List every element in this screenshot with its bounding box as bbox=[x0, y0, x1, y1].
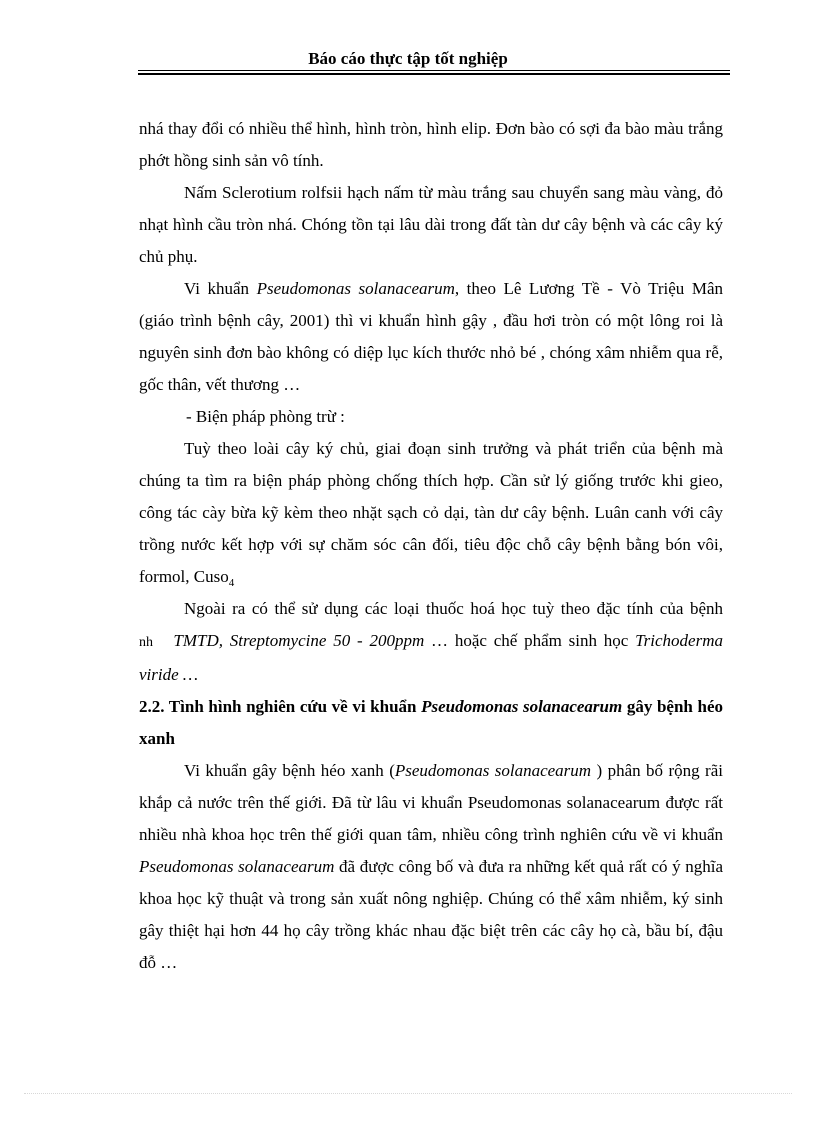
control-measures-heading: - Biện pháp phòng trừ : bbox=[186, 407, 345, 426]
heading-text: gây bệnh héo xanh bbox=[139, 697, 723, 748]
text-run: Tuỳ theo loài cây ký chủ, giai đoạn sinh trưởng và phát triển của bệnh mà chúng ta tìm ra biện pháp phòng chống thích hợp. Cần sử lý giống trước khi gieo, công tác cày bừa kỹ kèm theo nhặt sạch cỏ dại, tàn dư cây bệnh. Luân canh với cây trồng nước kết hợp với sự chăm sóc cân đối, tiêu độc chỗ cây bệnh bằng bón vôi, formol, Cuso bbox=[139, 439, 723, 586]
text-run: … hoặc chế phẩm sinh học bbox=[424, 631, 636, 650]
section-heading-2-2 bbox=[139, 691, 723, 755]
text-run: , theo Lê Lương Tề - Vò Triệu Mân (giáo trình bệnh cây, 2001) thì vi khuẩn hình gậy , đầu hơi tròn có một lông roi là nguyên sinh đơn bào không có diệp lục kích thước nhỏ bé , chóng xâm nhiễm qua rễ, gốc thân, vết thương … bbox=[139, 279, 723, 394]
biological-agent: Trichoderma viride … bbox=[139, 631, 723, 684]
heading-species: Pseudomonas solanacearum bbox=[421, 697, 623, 716]
header-rule-top bbox=[138, 70, 730, 71]
page-body bbox=[139, 113, 723, 979]
paragraph-research bbox=[139, 755, 723, 979]
text-run: Vi khuẩn bbox=[184, 279, 257, 298]
paragraph-chemicals bbox=[139, 593, 723, 691]
species-name: Pseudomonas solanacearum bbox=[256, 279, 455, 298]
header-rule-bottom bbox=[138, 73, 730, 75]
text-run-small: nh bbox=[139, 635, 153, 650]
paragraph-sclerotium: Nấm Sclerotium rolfsii hạch nấm từ màu trắng sau chuyển sang màu vàng, đỏ nhạt hình cầu tròn nhá. Chóng tồn tại lâu dài trong đất tàn dư cây bệnh và các cây ký chủ phụ. bbox=[139, 183, 723, 266]
species-name: Pseudomonas solanacearum bbox=[139, 857, 335, 876]
text-run: ) phân bố rộng rãi khắp cả nước trên thế giới. Đã từ lâu vi khuẩn Pseudomonas solanacearum được rất nhiều nhà khoa học trên thế giới quan tâm, nhiều công trình nghiên cứu về vi khuẩn bbox=[139, 761, 723, 844]
page-footer-divider bbox=[24, 1093, 792, 1094]
page-header-title: Báo cáo thực tập tốt nghiệp bbox=[308, 49, 508, 68]
paragraph-control bbox=[139, 433, 723, 593]
text-run: Ngoài ra có thể sử dụng các loại thuốc hoá học tuỳ theo đặc tính của bệnh bbox=[184, 599, 723, 618]
heading-text: 2.2. Tình hình nghiên cứu về vi khuẩn bbox=[139, 697, 422, 716]
text-run: Vi khuẩn gây bệnh héo xanh ( bbox=[184, 761, 395, 780]
paragraph-1: nhá thay đổi có nhiều thể hình, hình tròn, hình elip. Đơn bào có sợi đa bào màu trắng phớt hồng sinh sản vô tính. bbox=[139, 119, 723, 170]
chemical-names: TMTD, Streptomycine 50 - 200ppm bbox=[173, 631, 425, 650]
paragraph-pseudomonas bbox=[139, 273, 723, 401]
subscript: 4 bbox=[228, 577, 235, 589]
text-run: đã được công bố và đưa ra những kết quả rất có ý nghĩa khoa học kỹ thuật và trong sản xuất nông nghiệp. Chúng có thể xâm nhiễm, ký sinh gây thiệt hại hơn 44 họ cây trồng khác nhau đặc biệt trên các cây họ cà, bầu bí, đậu đỗ … bbox=[139, 857, 723, 972]
species-name: Pseudomonas solanacearum bbox=[394, 761, 592, 780]
